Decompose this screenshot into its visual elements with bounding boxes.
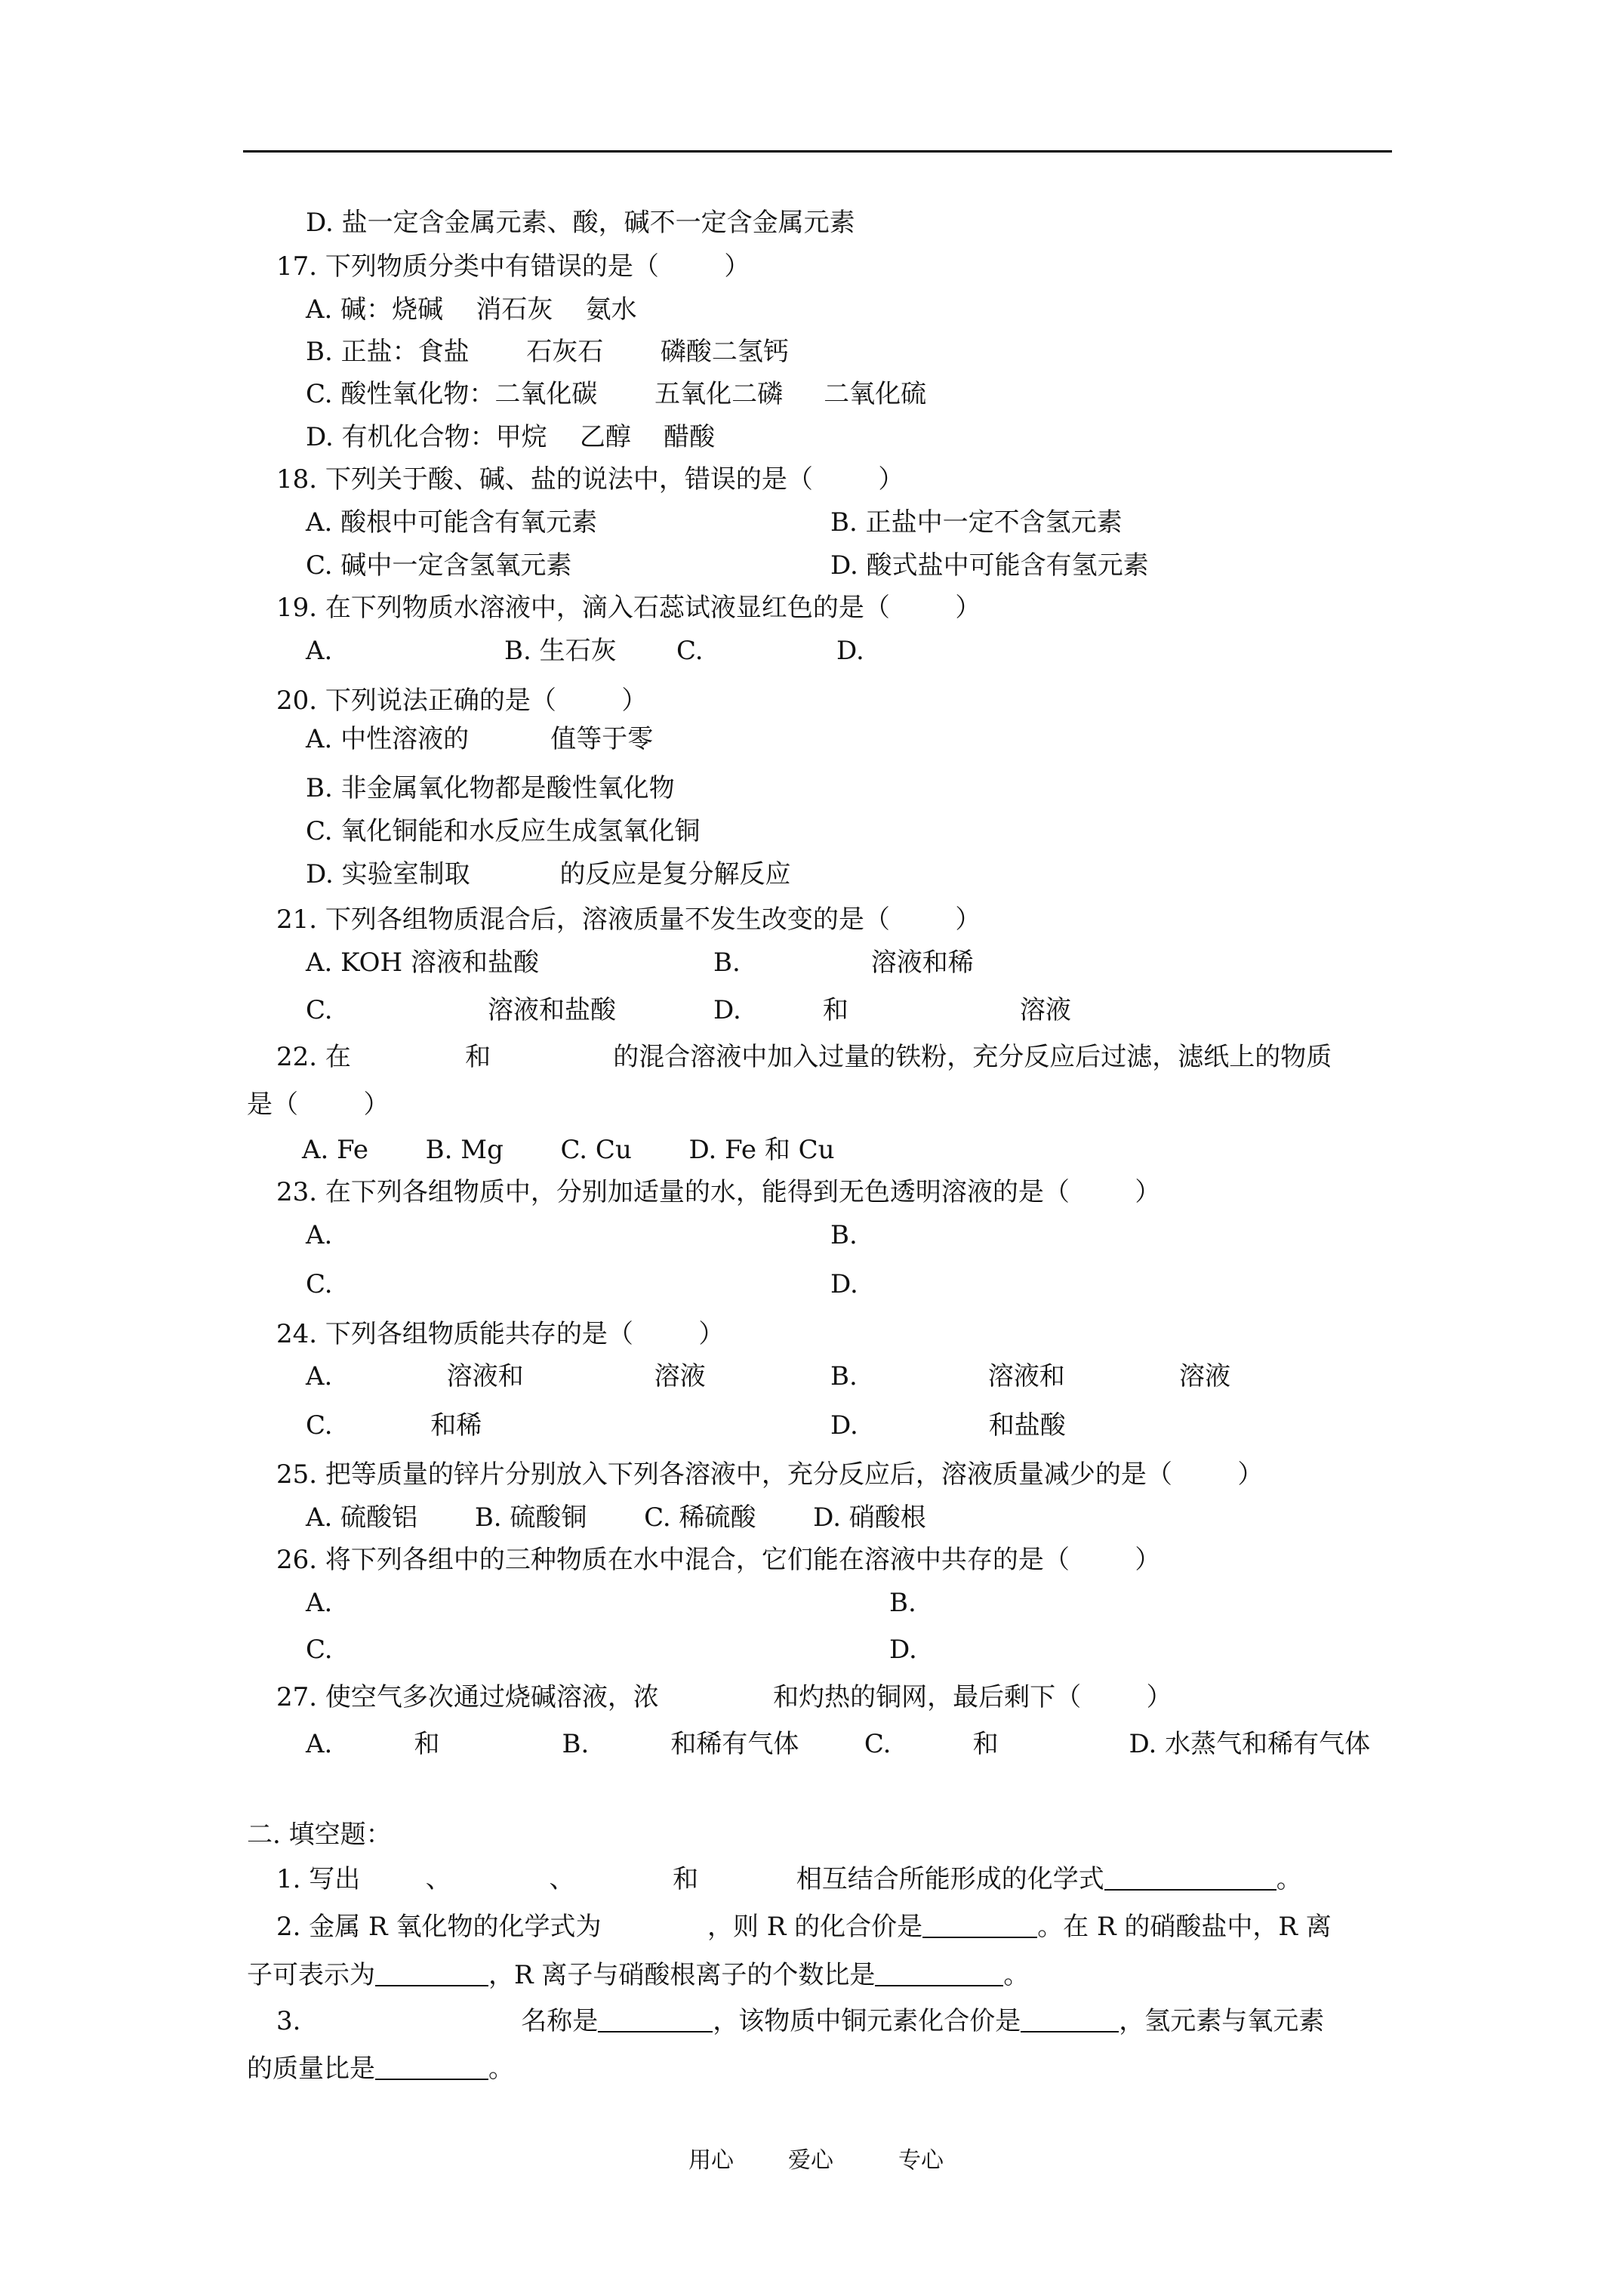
q19-option-c: C.	[676, 636, 704, 666]
q20-option-a: A. 中性溶液的 值等于零	[306, 724, 654, 754]
q23-option-c: C.	[306, 1269, 333, 1299]
footer-aixin: 爱心	[788, 2147, 833, 2174]
q18-option-c: C. 碱中一定含氢氧元素	[306, 550, 572, 581]
q27-options: A. 和 B. 和稀有气体 C. 和 D. 水蒸气和稀有气体	[306, 1729, 1371, 1759]
q17-option-c: C. 酸性氧化物：二氧化碳 五氧化二磷 二氧化硫	[306, 379, 927, 409]
q18-option-d: D. 酸式盐中可能含有氢元素	[830, 550, 1149, 581]
q24-option-d: D. 和盐酸	[830, 1410, 1066, 1441]
q16-option-d: D. 盐一定含金属元素、酸，碱不一定含金属元素	[306, 208, 855, 238]
q24-option-a: A. 溶液和 溶液	[306, 1361, 706, 1391]
q20-option-c: C. 氧化铜能和水反应生成氢氧化铜	[306, 816, 701, 846]
fill-2-cont-end: 。	[1003, 1960, 1030, 1990]
fill-3-text-2: ，该物质中铜元素化合价是	[713, 2006, 1021, 2036]
q25-options: A. 硫酸铝 B. 硫酸铜 C. 稀硫酸 D. 硝酸根	[306, 1502, 926, 1533]
q18-option-b: B. 正盐中一定不含氢元素	[830, 507, 1123, 538]
q26-option-c: C.	[306, 1635, 333, 1665]
fill-3-blank-2	[1021, 2005, 1119, 2032]
fill-1	[276, 1863, 1302, 1896]
fill-2-cont-text: 子可表示为	[247, 1960, 375, 1990]
fill-3	[276, 2005, 1324, 2038]
q20-stem: 20. 下列说法正确的是（ ）	[276, 686, 648, 716]
q24-option-c: C. 和稀	[306, 1410, 482, 1441]
q17-option-b: B. 正盐：食盐 石灰石 磷酸二氢钙	[306, 337, 789, 367]
fill-3-text: 3. 名称是	[276, 2006, 599, 2036]
fill-3-cont	[247, 2052, 514, 2085]
q26-option-a: A.	[306, 1588, 333, 1618]
q22-options: A. Fe B. Mg C. Cu D. Fe 和 Cu	[302, 1135, 835, 1165]
q24-option-b: B. 溶液和 溶液	[830, 1361, 1231, 1391]
footer-zhuanxin: 专心	[898, 2147, 944, 2174]
fill-3-cont-text: 的质量比是	[247, 2054, 375, 2084]
fill-3-cont-end: 。	[488, 2054, 514, 2084]
q17-option-d: D. 有机化合物：甲烷 乙醇 醋酸	[306, 422, 716, 452]
fill-1-text: 1. 写出 、 、 和 相互结合所能形成的化学式	[276, 1864, 1104, 1894]
fill-1-end: 。	[1276, 1864, 1302, 1894]
q17-option-a: A. 碱：烧碱 消石灰 氨水	[306, 294, 637, 325]
fill-2-blank-2	[375, 1959, 488, 1986]
q25-stem: 25. 把等质量的锌片分别放入下列各溶液中，充分反应后，溶液质量减少的是（ ）	[276, 1459, 1264, 1490]
fill-2-blank-1	[922, 1911, 1037, 1938]
q19-option-d: D.	[836, 636, 864, 666]
q26-option-d: D.	[889, 1635, 917, 1665]
q24-stem: 24. 下列各组物质能共存的是（ ）	[276, 1319, 725, 1349]
q26-option-b: B.	[889, 1588, 916, 1618]
fill-3-blank-1	[598, 2005, 713, 2032]
fill-2	[276, 1910, 1332, 1943]
footer-yongxin: 用心	[688, 2147, 734, 2174]
fill-3-blank-3	[375, 2053, 488, 2080]
fill-2-text-2: 。在 R 的硝酸盐中，R 离	[1037, 1912, 1332, 1942]
q21-option-b: B. 溶液和稀	[713, 948, 974, 978]
fill-2-cont	[247, 1959, 1029, 1992]
q18-stem: 18. 下列关于酸、碱、盐的说法中，错误的是（ ）	[276, 464, 904, 495]
header-rule	[243, 150, 1392, 153]
q19-option-a: A.	[306, 636, 333, 666]
q17-stem: 17. 下列物质分类中有错误的是（ ）	[276, 251, 750, 282]
q21-option-c: C. 溶液和盐酸	[306, 995, 616, 1025]
q20-option-b: B. 非金属氧化物都是酸性氧化物	[306, 773, 675, 803]
q20-option-d: D. 实验室制取 的反应是复分解反应	[306, 859, 791, 889]
q21-option-a: A. KOH 溶液和盐酸	[306, 948, 539, 978]
q26-stem: 26. 将下列各组中的三种物质在水中混合，它们能在溶液中共存的是（ ）	[276, 1545, 1161, 1575]
q21-option-d: D. 和 溶液	[713, 995, 1071, 1025]
q19-stem: 19. 在下列物质水溶液中，滴入石蕊试液显红色的是（ ）	[276, 593, 981, 623]
fill-2-blank-3	[875, 1959, 1003, 1986]
fill-2-cont-text-2: ，R 离子与硝酸根离子的个数比是	[488, 1960, 876, 1990]
q23-stem: 23. 在下列各组物质中，分别加适量的水，能得到无色透明溶液的是（ ）	[276, 1177, 1161, 1207]
q21-stem: 21. 下列各组物质混合后，溶液质量不发生改变的是（ ）	[276, 905, 981, 935]
section-2-heading: 二. 填空题：	[247, 1820, 392, 1850]
fill-2-text: 2. 金属 R 氧化物的化学式为 ，则 R 的化合价是	[276, 1912, 923, 1942]
q27-stem: 27. 使空气多次通过烧碱溶液，浓 和灼热的铜网，最后剩下（ ）	[276, 1682, 1172, 1712]
q23-option-d: D.	[830, 1269, 858, 1299]
q22-stem-cont: 是（ ）	[247, 1089, 390, 1120]
q18-option-a: A. 酸根中可能含有氧元素	[306, 507, 598, 538]
fill-1-blank	[1104, 1863, 1277, 1891]
q23-option-b: B.	[830, 1220, 858, 1250]
q22-stem: 22. 在 和 的混合溶液中加入过量的铁粉，充分反应后过滤，滤纸上的物质	[276, 1042, 1332, 1072]
fill-3-text-3: ，氢元素与氧元素	[1119, 2006, 1325, 2036]
q19-option-b: B. 生石灰	[504, 636, 617, 666]
q23-option-a: A.	[306, 1220, 333, 1250]
